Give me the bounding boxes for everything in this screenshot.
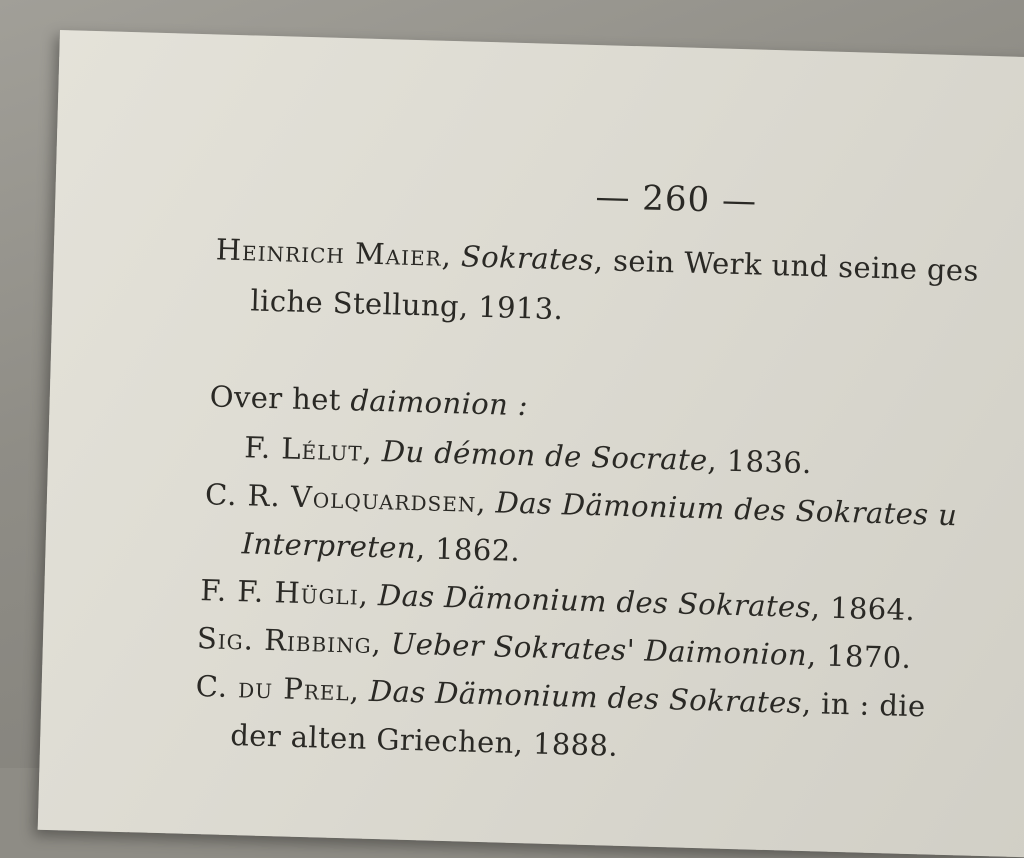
bibliography-entry-continuation: liche Stellung, 1913. [250, 283, 564, 327]
book-page [38, 30, 1024, 858]
bibliography-entry: Sig. Ribbing, Ueber Sokrates' Daimonion, 1870. [196, 621, 912, 676]
entry-author: F. F. Hügli [199, 573, 360, 612]
entry-title: Sokrates [460, 239, 595, 277]
entry-title: Das Dämonium des Sokrates [368, 673, 803, 720]
bibliography-entry-continuation: Interpreten, 1862. [241, 526, 521, 569]
entry-title: Du démon de Socrate [381, 434, 709, 478]
bibliography-entry-continuation: der alten Griechen, 1888. [229, 718, 619, 763]
entry-author: Heinrich Maier [215, 232, 443, 273]
entry-title: Das Dämonium des Sokrates [377, 578, 812, 625]
entry-title: Ueber Sokrates' Daimonion [390, 626, 808, 673]
entry-author: C. R. Volquardsen [204, 477, 477, 519]
bibliography-entry: Heinrich Maier, Sokrates, sein Werk und seine ges [215, 232, 980, 288]
bibliography-entry: F. Lélut, Du démon de Socrate, 1836. [243, 430, 813, 481]
entry-author: F. Lélut [243, 430, 364, 468]
entry-title: Das Dämonium des Sokrates u [495, 485, 958, 533]
bibliography-entry: C. du Prel, Das Dämonium des Sokrates, in : die [195, 669, 927, 724]
entry-author: C. du Prel [195, 669, 351, 708]
bibliography-entry: F. F. Hügli, Das Dämonium des Sokrates, 1864. [199, 573, 916, 628]
entry-author: Sig. Ribbing [196, 621, 373, 660]
page-number: — 260 — [594, 177, 758, 222]
bibliography-entry: C. R. Volquardsen, Das Dämonium des Sokrates u [204, 477, 958, 533]
section-heading: Over het daimonion : [209, 379, 529, 423]
